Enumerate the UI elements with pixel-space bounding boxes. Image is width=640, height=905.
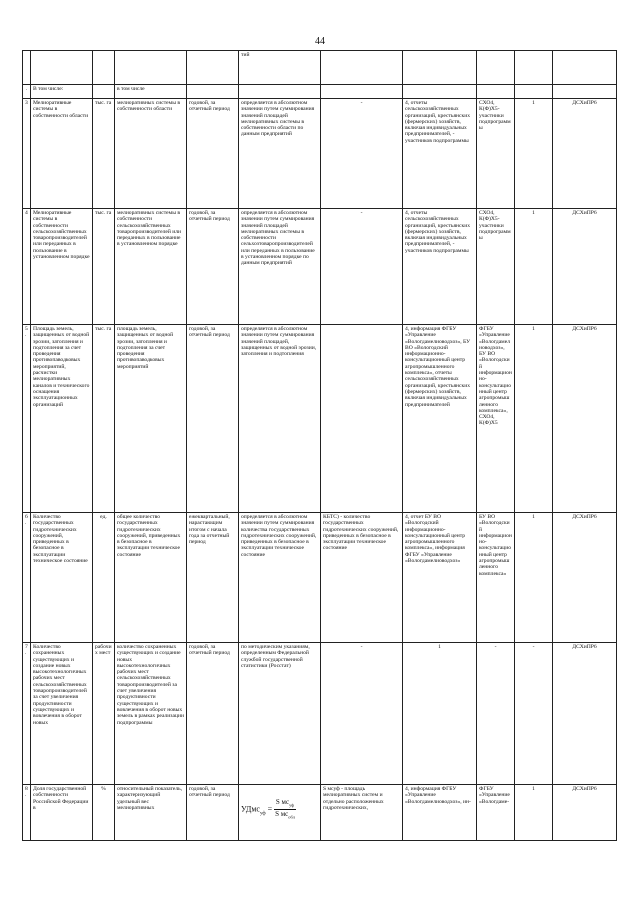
unit: % (93, 785, 115, 841)
table-row (23, 325, 617, 513)
code: ДСХиПР6 (553, 785, 617, 841)
table-row (23, 99, 617, 209)
header-cell: тий (239, 51, 321, 85)
definition: количество сохраненных существующих и создание новых высокотехнологичных рабочих мест сельскохозяйственных товаропроизводителей за счет увеличения продуктивности существующих и вовлечения в оборот новых земель в рамках реализации подпрограммы (115, 643, 187, 785)
unit: рабочих мест (93, 643, 115, 785)
responsible: ФГБУ «Управление «Вологдамелиоводхоз», БУ ВО «Вологодский информационно-консультационный центр агропромышленного комплекса», СХО4, К(Ф)Х5 (477, 325, 515, 513)
unit: тыс. га (93, 325, 115, 513)
responsible: СХО4, К(Ф)Х5- участники подпрограммы (477, 209, 515, 325)
code: ДСХиПР6 (553, 513, 617, 643)
unit: ед. (93, 513, 115, 643)
source: 4, информация ФГБУ «Управление «Вологдамелиоводхоз», ин- (403, 785, 477, 841)
code: ДСХиПР6 (553, 99, 617, 209)
formula-denominator: S мс (275, 810, 289, 819)
period: ежеквартальный, нарастающим итогом с начала года за отчетный период (187, 513, 239, 643)
row-number: 6. (23, 513, 31, 643)
period: годовой, за отчетный период (187, 643, 239, 785)
indicator-name: Площадь земель, защищенных от водной эрозии, затопления и подтопления за счет проведения противопаводковых мероприятий, расчистки мелиоративных каналов и технического оснащения эксплуатационных организаций (31, 325, 93, 513)
definition: площадь земель, защищенных от водной эрозии, затопления и подтопления за счет проведения противопаводковых мероприятий (115, 325, 187, 513)
formula-fraction: $\frac{S мс_{уф}}{S мс_{обл}}$ (275, 798, 295, 820)
base-indicators: - (321, 99, 403, 209)
indicator-name: Количество государственных гидротехнических сооружений, приведенных в безопасное в эксплуатации техническое состояние (31, 513, 93, 643)
responsible: ФГБУ «Управление «Вологдаме- (477, 785, 515, 841)
responsible: СХО4, К(Ф)Х5- участники подпрограммы (477, 99, 515, 209)
method: определяется в абсолютном значении путем суммирования значений площадей, защищенных от водной эрозии, затопления и подтопления (239, 325, 321, 513)
indicator-name: Количество сохраненных существующих и создание новых высокотехнологичных рабочих мест сельскохозяйственных товаропроизводителей за счет увеличения продуктивности существующих и вовлечения в оборот новых (31, 643, 93, 785)
table-row (23, 513, 617, 643)
indicator-name: Мелиоративные системы в собственности области (31, 99, 93, 209)
value: 1 (515, 325, 553, 513)
responsible: - (477, 643, 515, 785)
code: ДСХиПР6 (553, 209, 617, 325)
indicator-name: Мелиоративные системы в собственности сельскохозяйственных товаропроизводителей или переданных в пользование в установленном порядке (31, 209, 93, 325)
row-number: 5. (23, 325, 31, 513)
source: 4, отчеты сельскохозяйственных организаций, крестьянских (фермерских) хозяйств, включая индивидуальных предпринимателей, - участников подпрограммы (403, 99, 477, 209)
definition: относительный показатель, характеризующий удельный вес мелиоративных (115, 785, 187, 841)
row-number: 4 (23, 209, 31, 325)
indicator-name: Доля государственной собственности Российской Федерации в (31, 785, 93, 841)
base-indicators: КБТС) - количество государственных гидротехнических сооружений, приведенных в безопасное в эксплуатации техническое состояние (321, 513, 403, 643)
period: годовой, за отчетный период (187, 325, 239, 513)
unit: тыс. га (93, 99, 115, 209)
method: по методическим указаниям, определенным Федеральной службой государственной статистики (Росстат) (239, 643, 321, 785)
source: 4, отчет БУ ВО «Вологодский информационно-консультационный центр агропромышленного комплекса», информация ФГБУ «Управление «Вологдамелиоводхоз» (403, 513, 477, 643)
formula-lhs-sub: уф (259, 811, 266, 817)
header-fragment-row (23, 51, 617, 85)
code: ДСХиПР6 (553, 325, 617, 513)
period: годовой, за отчетный период (187, 99, 239, 209)
base-indicators: - (321, 209, 403, 325)
source: 4, информация ФГБУ «Управление «Вологдамелиоводхоз», БУ ВО «Вологодский информационно-консультационный центр агропромышленного комплекса», отчеты сельскохозяйственных организаций, крестьянских (фермерских) хозяйств, включая индивидуальных предпринимателей (403, 325, 477, 513)
row-number: 8. (23, 785, 31, 841)
definition: мелиоративных системы в собственности области (115, 99, 187, 209)
formula-numerator: S мс (275, 798, 290, 806)
period: годовой, за отчетный период (187, 209, 239, 325)
table-row (23, 209, 617, 325)
subheader-row: . В том числе: в том числе (23, 85, 617, 99)
value: 1 (515, 513, 553, 643)
page-number: 44 (315, 36, 325, 47)
value: 1 (515, 209, 553, 325)
base-indicators: S мсуф - площадь мелиоративных систем и отдельно расположенных гидротехнических, (321, 785, 403, 841)
subheader-label: В том числе: (31, 85, 93, 99)
base-indicators (321, 325, 403, 513)
row-number: 3 (23, 99, 31, 209)
period: годовой, за отчетный период (187, 785, 239, 841)
table-row (23, 643, 617, 785)
row-number: 7. (23, 643, 31, 785)
code: ДСХиПР6 (553, 643, 617, 785)
base-indicators: - (321, 643, 403, 785)
value: 1 (515, 99, 553, 209)
value: 1 (515, 785, 553, 841)
formula-lhs: УДмс (241, 804, 260, 814)
subheader-label: в том числе (115, 85, 187, 99)
unit: тыс. га (93, 209, 115, 325)
responsible: БУ ВО «Вологодский информационно-консультационный центр агропромышленного комплекса» (477, 513, 515, 643)
definition: мелиоративных системы в собственности сельскохозяйственных товаропроизводителей или переданных в пользование в установленном порядке (115, 209, 187, 325)
indicators-table (22, 50, 617, 841)
source: 4, отчеты сельскохозяйственных организаций, крестьянских (фермерских) хозяйств, включая индивидуальных предпринимателей, - участников подпрограммы (403, 209, 477, 325)
method: определяется в абсолютном значении путем суммирования количества государственных гидротехнических сооружений, приведенных в безопасное в эксплуатации техническое состояние (239, 513, 321, 643)
definition: общее количество государственных гидротехнических сооружений, приведенных в безопасное в эксплуатации техническое состояние (115, 513, 187, 643)
table-row (23, 785, 617, 841)
source: 1 (403, 643, 477, 785)
method: определяется в абсолютном значении путем суммирования значений площадей мелиоративных системы в собственности области по данным предприятий (239, 99, 321, 209)
method-formula: УДмс$_{уф}$ = $\frac{S мс_{уф}}{S мс_{обл}}$ (239, 785, 321, 841)
method: определяется в абсолютном значении путем суммирования значений площадей мелиоративных системы в собственности сельхозтоваропроизводителей или переданных в пользование в установленном порядке по данным предприятий (239, 209, 321, 325)
value: - (515, 643, 553, 785)
